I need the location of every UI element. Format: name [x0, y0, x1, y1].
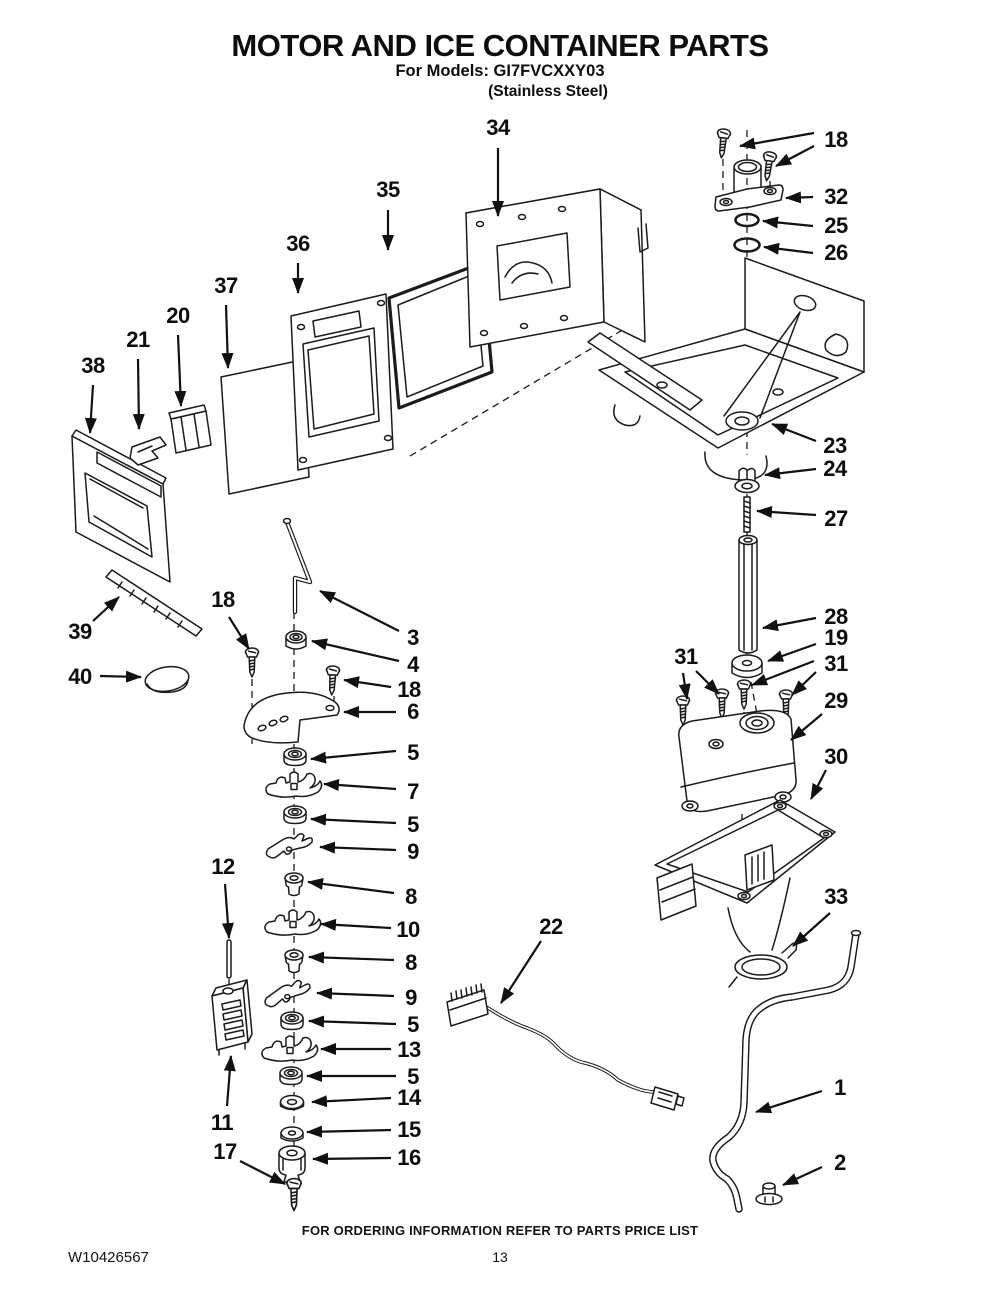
callout-12: 12	[211, 854, 235, 879]
leader-arrow-23	[772, 424, 816, 441]
callout-10: 10	[396, 917, 420, 942]
leader-arrow-7	[324, 784, 396, 789]
part-12-pin	[227, 940, 231, 978]
callout-23: 23	[823, 433, 847, 458]
part-1-water-tube	[713, 931, 861, 1210]
callout-18: 18	[824, 127, 848, 152]
callout-34: 34	[486, 115, 510, 140]
part-38-door-panel	[72, 430, 170, 582]
leader-arrow-20	[178, 335, 181, 406]
callout-14: 14	[397, 1085, 421, 1110]
page-title: MOTOR AND ICE CONTAINER PARTS	[231, 28, 769, 63]
leader-arrow-1	[756, 1091, 822, 1112]
part-15-washer	[281, 1127, 303, 1141]
callout-36: 36	[286, 231, 310, 256]
callout-31: 31	[674, 644, 698, 669]
leader-arrow-8	[309, 957, 394, 960]
callout-19: 19	[824, 625, 848, 650]
callout-40: 40	[68, 664, 92, 689]
part-10-crusher-blade	[265, 910, 321, 935]
leader-arrow-2	[783, 1167, 822, 1185]
callout-39: 39	[68, 619, 92, 644]
callout-18: 18	[211, 587, 235, 612]
callout-3: 3	[407, 625, 419, 650]
leader-arrow-4	[312, 641, 399, 661]
callout-16: 16	[397, 1145, 421, 1170]
part-27-threaded-stud	[744, 497, 750, 532]
leader-arrow-31	[792, 672, 816, 695]
part-14-washer	[281, 1096, 304, 1110]
part-28-drive-shaft	[739, 536, 757, 654]
part-39-trim-strip	[106, 570, 202, 636]
callout-26: 26	[824, 240, 848, 265]
leader-arrow-9	[317, 993, 394, 996]
leader-arrow-11	[227, 1056, 231, 1106]
part-16-coupler	[279, 1146, 305, 1182]
callout-4: 4	[407, 652, 419, 677]
callout-27: 27	[824, 506, 848, 531]
callout-15: 15	[397, 1117, 421, 1142]
callout-25: 25	[824, 213, 848, 238]
leader-arrow-14	[312, 1098, 391, 1102]
part-36-dispenser-frame	[291, 294, 393, 470]
callout-38: 38	[81, 353, 105, 378]
part-3-wire-shutoff-arm	[284, 519, 311, 613]
callout-29: 29	[824, 688, 848, 713]
callout-11: 11	[210, 1110, 234, 1135]
leader-arrow-10	[321, 924, 391, 928]
leader-arrow-22	[501, 941, 541, 1003]
callout-8: 8	[405, 950, 417, 975]
models-line: For Models: GI7FVCXXY03	[395, 62, 605, 80]
part-33-clamp-ring	[729, 943, 797, 987]
part-30-motor-mount	[655, 800, 835, 952]
leader-arrow-21	[138, 359, 139, 429]
callout-8: 8	[405, 884, 417, 909]
part-4-bearing	[286, 631, 306, 649]
callout-30: 30	[824, 744, 848, 769]
part-18-screws-middle	[246, 648, 340, 695]
leader-arrow-32	[786, 197, 813, 198]
part-17-screw	[287, 1179, 301, 1211]
callout-9: 9	[407, 839, 419, 864]
callout-5: 5	[407, 812, 419, 837]
part-32-flange	[715, 160, 783, 211]
part-6-dome-cover	[244, 692, 339, 743]
leader-arrow-30	[811, 770, 826, 799]
leader-arrow-19	[768, 644, 816, 661]
finish-line: (Stainless Steel)	[488, 83, 608, 100]
leader-arrow-31	[696, 671, 719, 694]
leader-arrow-3	[320, 591, 399, 631]
leader-arrow-8	[308, 882, 394, 893]
callout-17: 17	[213, 1139, 237, 1164]
callout-32: 32	[824, 184, 848, 209]
part-21-clip	[130, 437, 166, 465]
callout-6: 6	[407, 699, 419, 724]
leader-arrow-15	[307, 1130, 391, 1132]
callout-5: 5	[407, 1012, 419, 1037]
leader-arrow-18	[776, 146, 814, 166]
part-20-bracket	[169, 405, 211, 453]
callout-2: 2	[834, 1150, 846, 1175]
leader-arrow-39	[93, 597, 119, 621]
leader-arrow-38	[90, 385, 93, 433]
callout-5: 5	[407, 740, 419, 765]
leader-arrow-26	[764, 247, 813, 253]
document-number: W10426567	[68, 1249, 149, 1266]
leader-arrow-24	[765, 469, 816, 475]
callout-28: 28	[824, 604, 848, 629]
callout-20: 20	[166, 303, 190, 328]
part-22-wire-harness	[447, 984, 684, 1110]
leader-arrow-27	[757, 511, 816, 515]
leader-arrow-40	[100, 676, 141, 677]
ordering-note: FOR ORDERING INFORMATION REFER TO PARTS PRICE LIST	[301, 1223, 699, 1238]
part-13-crusher-blade	[262, 1036, 318, 1061]
part-19-bearing	[732, 655, 762, 678]
leader-arrow-9	[320, 847, 396, 850]
part-34-ice-container	[466, 189, 648, 347]
leader-arrow-29	[791, 714, 822, 740]
leader-arrow-28	[763, 618, 816, 628]
callout-35: 35	[376, 177, 400, 202]
leader-arrow-12	[225, 884, 229, 938]
leader-arrow-33	[793, 913, 830, 946]
callout-1: 1	[834, 1075, 846, 1100]
callout-24: 24	[823, 456, 847, 481]
part-40-oval-cap	[143, 664, 190, 695]
callout-9: 9	[405, 985, 417, 1010]
part-2-grommet	[756, 1183, 782, 1205]
part-7-crusher-blade	[266, 772, 322, 797]
leader-arrow-31	[683, 673, 687, 699]
callout-13: 13	[397, 1037, 421, 1062]
leader-arrow-5	[309, 1021, 396, 1024]
leader-arrow-25	[763, 221, 813, 226]
callout-21: 21	[126, 327, 150, 352]
leader-arrow-18	[344, 680, 391, 687]
page-number: 13	[492, 1249, 508, 1265]
callout-31: 31	[824, 651, 848, 676]
leader-arrow-16	[313, 1158, 391, 1159]
leader-arrow-5	[311, 819, 396, 823]
callout-37: 37	[214, 273, 238, 298]
callout-5: 5	[407, 1064, 419, 1089]
part-29-auger-motor	[679, 710, 796, 811]
leader-arrow-18	[740, 133, 814, 146]
leader-arrow-37	[226, 305, 228, 368]
callout-7: 7	[407, 779, 419, 804]
leader-arrow-5	[311, 751, 396, 759]
callout-33: 33	[824, 884, 848, 909]
leader-arrow-18	[229, 617, 249, 649]
callout-22: 22	[539, 914, 563, 939]
callout-18: 18	[397, 677, 421, 702]
part-11-grate-block	[212, 980, 252, 1055]
